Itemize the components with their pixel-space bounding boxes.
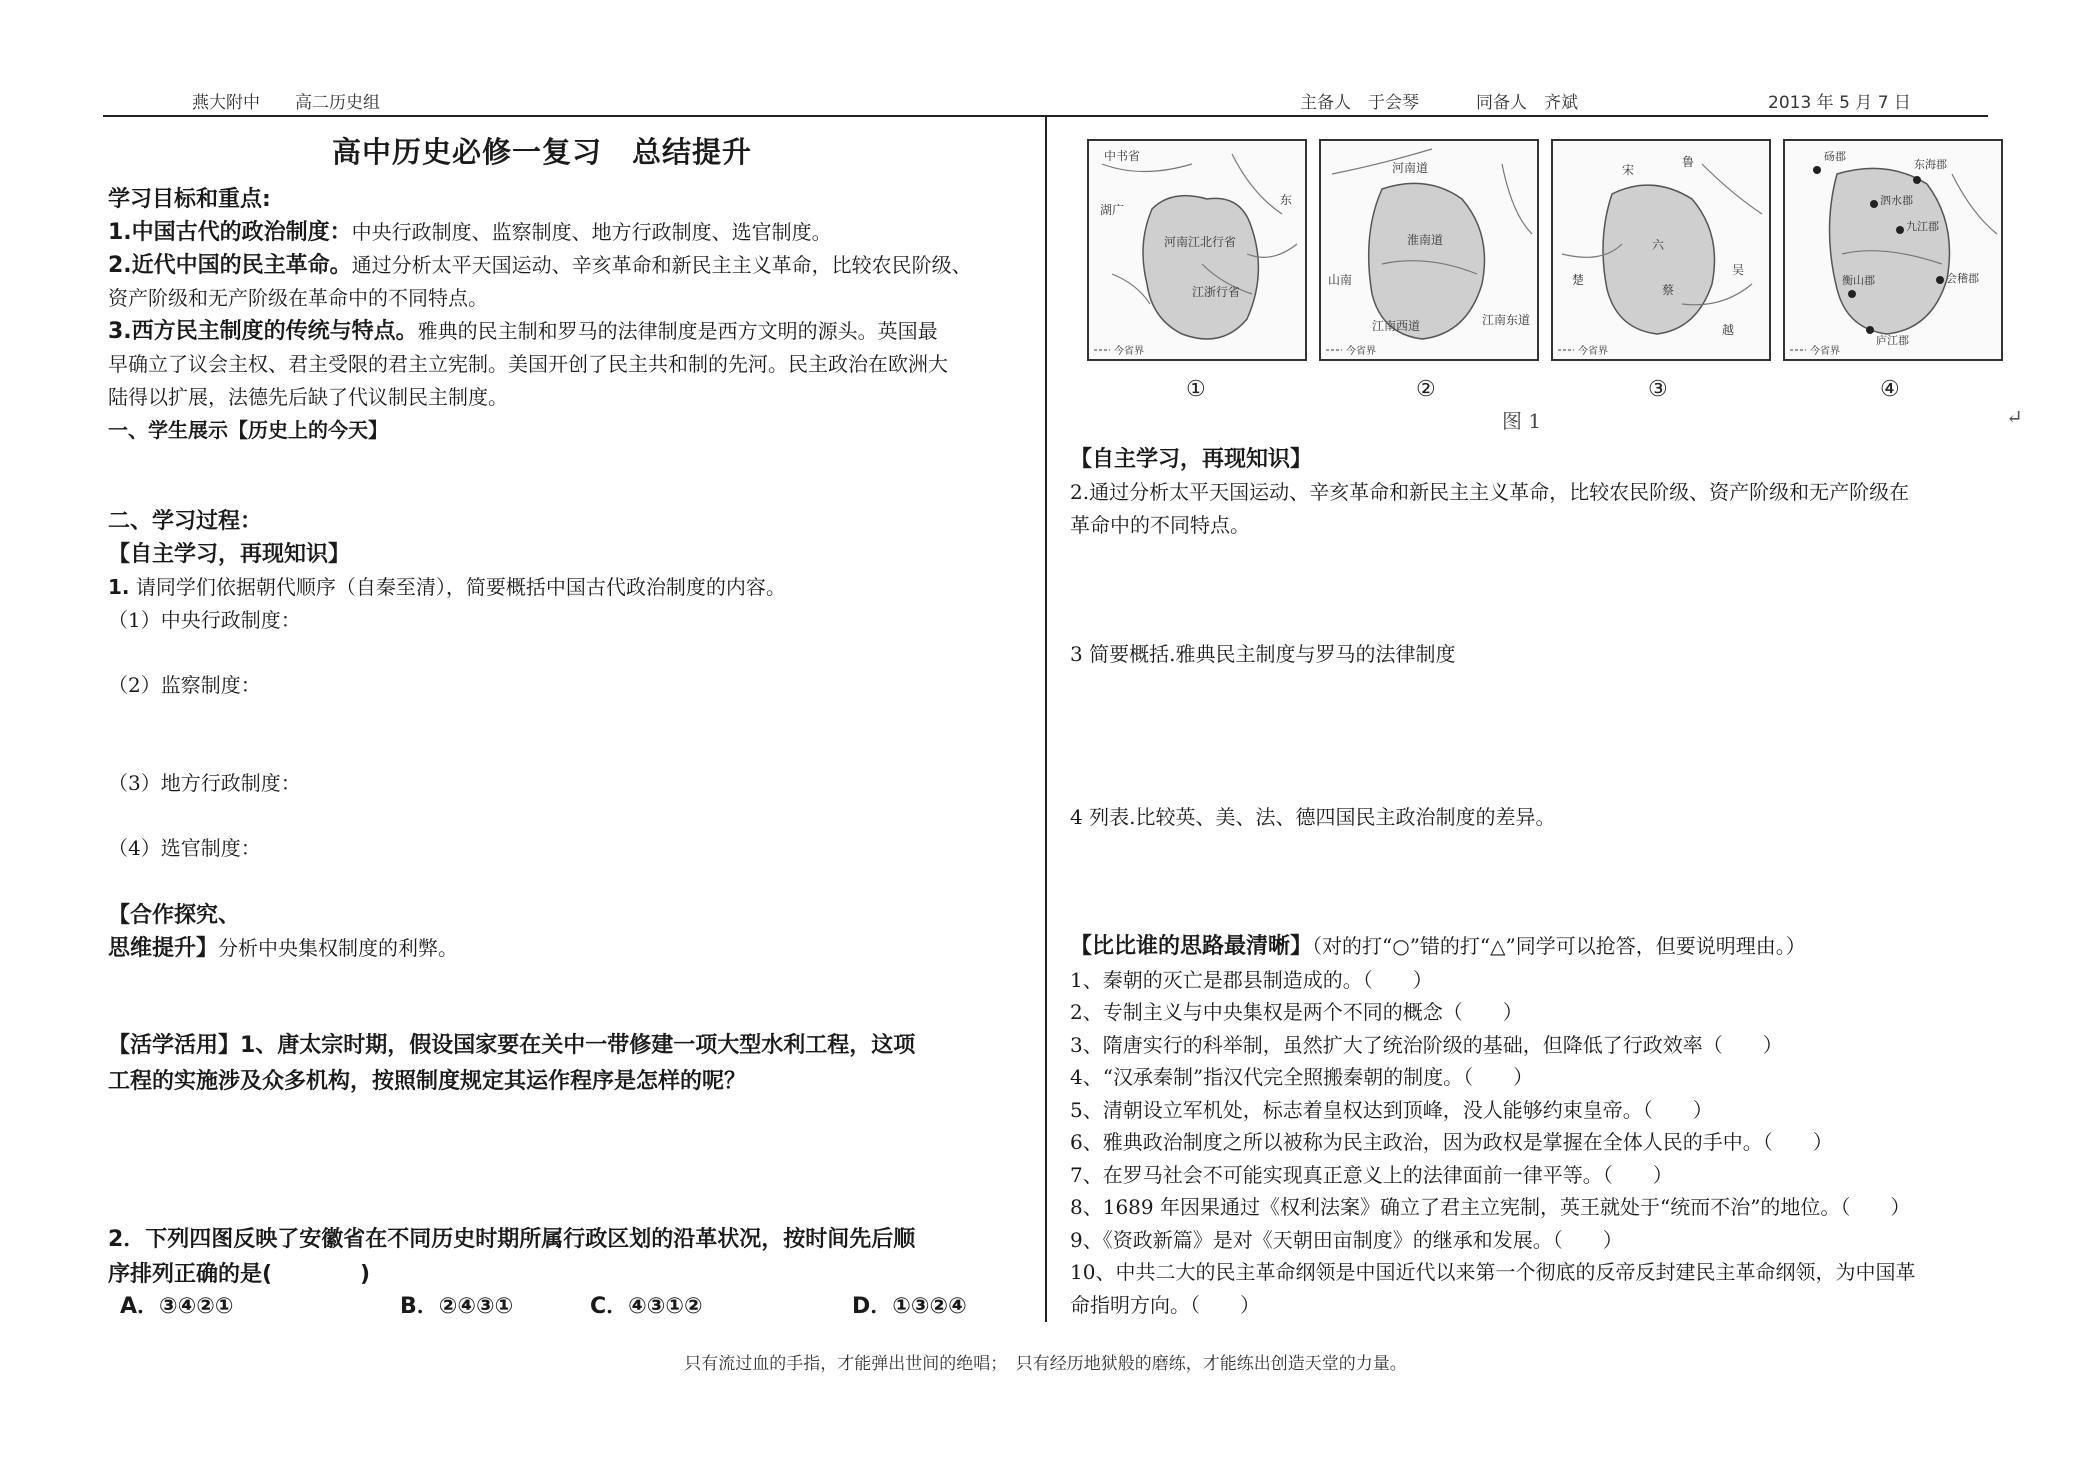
map1-name-2: 河南江北行省 — [1164, 235, 1237, 249]
q2-line-2: 序排列正确的是( ) — [108, 1262, 371, 1287]
option-b[interactable]: B．②④③① — [400, 1294, 514, 1319]
map3-name-2: 鲁 — [1682, 155, 1695, 169]
apply-line-2: 工程的实施涉及众多机构，按照制度规定其运作程序是怎样的呢？ — [108, 1069, 747, 1094]
coop-text: 分析中央集权制度的利弊。 — [218, 936, 459, 960]
section-2-heading: 二、学习过程： — [108, 509, 263, 534]
goal2-text: 通过分析太平天国运动、辛亥革命和新民主主义革命，比较农民阶级、 — [351, 253, 972, 277]
coop-heading-b: 思维提升】 — [108, 936, 219, 961]
compare-item: 6、雅典政治制度之所以被称为民主政治，因为政权是掌握在全体人民的手中。（ ） — [1070, 1130, 1833, 1154]
q1-local-admin: （3）地方行政制度： — [108, 771, 301, 795]
map2-name-2: 淮南道 — [1407, 233, 1444, 247]
compare-item: 4、“汉承秦制”指汉代完全照搬秦朝的制度。（ ） — [1070, 1065, 1534, 1089]
header-co-preparer: 同备人 齐斌 — [1476, 93, 1578, 113]
map-2 — [1320, 140, 1538, 402]
goal3-text-cont1: 早确立了议会主权、君主受限的君主立宪制。美国开创了民主共和制的先河。民主政治在欧洲大 — [108, 352, 948, 376]
map3-name-5: 越 — [1722, 323, 1735, 337]
r2-line-2: 革命中的不同特点。 — [1070, 513, 1250, 537]
compare-heading: 【比比谁的思路最清晰】 — [1070, 934, 1313, 959]
r3-text: 3 简要概括.雅典民主制度与罗马的法律制度 — [1070, 642, 1456, 666]
header-school: 燕大附中 — [192, 93, 260, 113]
map1-name-1: 中书省 — [1104, 149, 1141, 163]
self-study-heading-left: 【自主学习，再现知识】 — [108, 542, 351, 567]
compare-item: 10、中共二大的民主革命纲领是中国近代以来第一个彻底的反帝反封建民主革命纲领，为中国革 — [1070, 1260, 1916, 1284]
map1-legend: 今省界 — [1114, 346, 1144, 357]
return-mark-icon: ↵ — [2006, 405, 2023, 429]
compare-note: （对的打“○”错的打“△”同学可以抢答，但要说明理由。） — [1312, 934, 1806, 958]
option-c[interactable]: C．④③①② — [590, 1294, 703, 1319]
map2-name-5: 山南 — [1328, 273, 1353, 287]
map4-name-3: 泗水郡 — [1880, 194, 1913, 207]
goal1-text: 中央行政制度、监察制度、地方行政制度、选官制度。 — [351, 220, 832, 244]
q2-line-1: 2．下列四图反映了安徽省在不同历史时期所属行政区划的沿革状况，按时间先后顺 — [108, 1227, 916, 1252]
map-caption: 图 1 — [1502, 409, 1542, 433]
header-group: 高二历史组 — [295, 93, 380, 113]
map1-name-4: 湖广 — [1100, 203, 1125, 217]
compare-item: 3、隋唐实行的科举制，虽然扩大了统治阶级的基础，但降低了行政效率（ ） — [1070, 1032, 1783, 1057]
left-process — [108, 505, 1028, 637]
left-column — [108, 183, 1028, 447]
map1-name-3: 江浙行省 — [1192, 285, 1241, 299]
map-4 — [1784, 140, 2002, 402]
map3-name-1: 宋 — [1622, 163, 1635, 177]
column-divider — [1045, 116, 1047, 1322]
map-1 — [1088, 140, 1306, 402]
map4-name-6: 衡山郡 — [1842, 274, 1875, 287]
page-title: 高中历史必修一复习 总结提升 — [332, 135, 753, 169]
goal2-text-cont: 资产阶级和无产阶级在革命中的不同特点。 — [108, 286, 488, 310]
compare-item: 7、在罗马社会不可能实现真正意义上的法律面前一律平等。（ ） — [1070, 1162, 1673, 1187]
map2-label: ② — [1416, 377, 1436, 402]
map4-legend: 今省界 — [1810, 346, 1840, 357]
map1-name-5: 东 — [1280, 193, 1293, 207]
r2-line-1: 2.通过分析太平天国运动、辛亥革命和新民主主义革命，比较农民阶级、资产阶级和无产阶级在 — [1070, 480, 1910, 504]
map4-name-5: 会稽郡 — [1946, 272, 1979, 285]
compare-section — [1070, 930, 2010, 1321]
map4-name-1: 砀郡 — [1824, 150, 1846, 163]
option-d[interactable]: D．①③②④ — [852, 1294, 967, 1319]
q1-text: 请同学们依据朝代顺序（自秦至清），简要概括中国古代政治制度的内容。 — [135, 575, 786, 599]
map3-label: ③ — [1648, 377, 1668, 402]
compare-item: 9、《资政新篇》是对《天朝田亩制度》的继承和发展。（ ） — [1070, 1227, 1623, 1252]
map-3 — [1552, 140, 1770, 402]
map2-name-3: 江南西道 — [1372, 319, 1421, 333]
map1-label: ① — [1186, 377, 1206, 402]
goals-heading: 学习目标和重点: — [108, 187, 271, 212]
coop-section — [108, 899, 1028, 965]
map3-name-4: 吴 — [1732, 263, 1745, 277]
apply-section — [108, 1028, 1048, 1100]
self-study-heading-right: 【自主学习，再现知识】 — [1070, 447, 1313, 472]
q1-central-admin: （1）中央行政制度： — [108, 608, 301, 632]
map2-legend: 今省界 — [1346, 346, 1376, 357]
q1-supervision: （2）监察制度： — [108, 673, 261, 697]
compare-item: 命指明方向。（ ） — [1070, 1292, 1260, 1317]
compare-item: 8、1689 年因果通过《权利法案》确立了君主立宪制，英王就处于“统而不治”的地位。（ ） — [1070, 1195, 1911, 1219]
map4-label: ④ — [1880, 377, 1900, 402]
r4-text: 4 列表.比较英、美、法、德四国民主政治制度的差异。 — [1070, 805, 1556, 829]
map4-name-4: 九江郡 — [1906, 220, 1939, 233]
map2-name-4: 江南东道 — [1482, 313, 1531, 327]
goal3-text: 雅典的民主制和罗马的法律制度是西方文明的源头。英国最 — [417, 319, 938, 343]
q2-section — [108, 1222, 1048, 1292]
apply-line-1: 【活学活用】1、唐太宗时期，假设国家要在关中一带修建一项大型水利工程，这项 — [108, 1033, 916, 1058]
compare-item: 5、清朝设立军机处，标志着皇权达到顶峰，没人能够约束皇帝。（ ） — [1070, 1097, 1713, 1122]
map3-name-7: 蔡 — [1662, 283, 1675, 297]
header-date: 2013 年 5 月 7 日 — [1768, 93, 1911, 113]
compare-item: 2、专制主义与中央集权是两个不同的概念（ ） — [1070, 1000, 1523, 1024]
map-figure — [1082, 134, 2012, 444]
coop-heading-a: 【合作探究、 — [108, 903, 241, 928]
right-self-study — [1070, 443, 1990, 542]
q1-number: 1. — [108, 575, 130, 599]
compare-item: 1、秦朝的灭亡是郡县制造成的。（ ） — [1070, 967, 1433, 992]
map4-name-7: 庐江郡 — [1876, 334, 1909, 347]
header-main-preparer: 主备人 于会琴 — [1300, 93, 1419, 113]
goal3-text-cont2: 陆得以扩展，法德先后缺了代议制民主制度。 — [108, 385, 508, 409]
section-1-heading: 一、学生展示【历史上的今天】 — [108, 418, 388, 442]
q1-official-selection: （4）选官制度： — [108, 836, 261, 860]
goal3-label: 3.西方民主制度的传统与特点。 — [108, 319, 418, 344]
map3-name-6: 六 — [1652, 238, 1665, 252]
map3-legend: 今省界 — [1578, 346, 1608, 357]
option-a[interactable]: A．③④②① — [120, 1294, 234, 1319]
footer-motto: 只有流过血的手指，才能弹出世间的绝唱； 只有经历地狱般的磨练，才能练出创造天堂的力量。 — [684, 1354, 1407, 1374]
map4-name-2: 东海郡 — [1914, 158, 1947, 171]
map2-name-1: 河南道 — [1392, 161, 1429, 175]
goal2-label: 2.近代中国的民主革命。 — [108, 253, 352, 278]
goal1-label: 1.中国古代的政治制度： — [108, 220, 352, 245]
map3-name-3: 楚 — [1572, 273, 1585, 287]
